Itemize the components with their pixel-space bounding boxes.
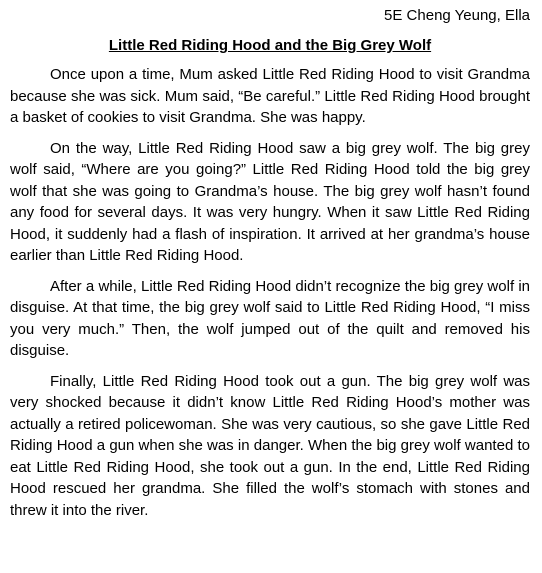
paragraph-1: Once upon a time, Mum asked Little Red Riding Hood to visit Grandma because she was sick. Mum said, “Be careful.” Little Red Riding Hood brought a basket of cookies to visit Grandma. She was happy.: [10, 66, 530, 126]
paragraph-2: On the way, Little Red Riding Hood saw a big grey wolf. The big grey wolf said, “Where are you going?” Little Red Riding Hood told the big grey wolf that she was going to Grandma’s house. The big grey wolf hasn’t found any food for several days. It was very hungry. When it saw Little Red Riding Hood, it suddenly had a flash of inspiration. It arrived at her grandma’s house earlier than Little Red Riding Hood.: [10, 139, 530, 264]
paragraph-3: After a while, Little Red Riding Hood didn’t recognize the big grey wolf in disguise. At that time, the big grey wolf said to Little Red Riding Hood, “I miss you very much.” Then, the wolf jumped out of the quilt and removed his disguise.: [10, 277, 530, 359]
author-line: 5E Cheng Yeung, Ella: [384, 7, 530, 24]
paragraph-4: Finally, Little Red Riding Hood took out a gun. The big grey wolf was very shocked because it didn’t know Little Red Riding Hood’s mother was actually a retired policewoman. She was very cautious, so she gave Little Red Riding Hood a gun when she was in danger. When the big grey wolf wanted to eat Little Red Riding Hood, she took out a gun. In the end, Little Red Riding Hood rescued her grandma. She filled the wolf’s stomach with stones and threw it into the river.: [10, 372, 530, 519]
story-title: Little Red Riding Hood and the Big Grey Wolf: [108, 37, 432, 54]
